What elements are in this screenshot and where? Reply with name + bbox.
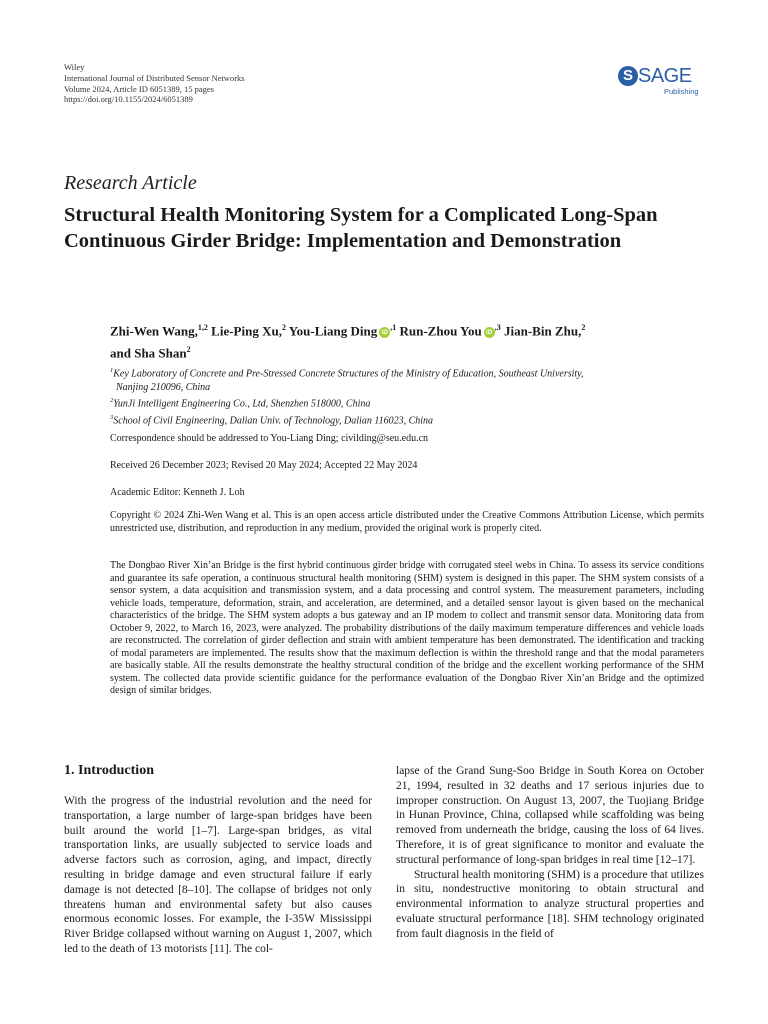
right-column [396,764,704,942]
section-heading: 1. Introduction [64,763,154,778]
affiliation-text: YunJi Intelligent Engineering Co., Ltd, Shenzhen 518000, China [113,398,371,410]
orcid-icon[interactable]: iD [484,327,495,338]
publication-dates: Received 26 December 2023; Revised 20 May 2024; Accepted 22 May 2024 [110,460,418,471]
author-affil-sup: ,3 [494,323,501,332]
body-paragraph: lapse of the Grand Sung-Soo Bridge in South Korea on October 21, 1994, resulted in 32 deaths and 17 serious injuries due to improper construction. On August 13, 2007, the Tuojiang Bridge in Hunan Province, China, collapsed while scaffolding was being removed from underneath the bridge, causing the loss of 64 lives. Therefore, it is of great significance to monitor and evaluate the structural performance of long-span bridges in real time [12–17]. [396,765,704,866]
orcid-icon[interactable]: iD [379,327,390,338]
sage-logo-icon: S [618,66,638,86]
logo-brand: SAGE [638,65,692,87]
author-affil-sup: 1,2 [197,323,208,332]
affil-number: 2 [110,396,114,404]
copyright-notice: Copyright © 2024 Zhi-Wen Wang et al. This is an open access article distributed under the Creative Commons Attribution License, which permits unrestricted use, distribution, and reproduction in any medium, provided the original work is properly cited. [110,510,704,535]
affiliation-text: Nanjing 210096, China [116,381,211,393]
left-column [64,762,372,957]
author-name: Zhi-Wen Wang, [110,323,198,339]
author-name: and Sha Shan [110,345,187,361]
affiliation-text: School of Civil Engineering, Dalian Univ. of Technology, Dalian 116023, China [113,414,434,426]
correspondence: Correspondence should be addressed to You-Liang Ding; civilding@seu.edu.cn [110,433,429,444]
body-paragraph: With the progress of the industrial revolution and the need for transportation, a large number of large-span bridges have been built around the world [1–7]. Large-span bridges, as vital transportation links, are usually subjected to service loads and adverse factors such as corrosion, aging, and impact, directly resulting in bridge damage and even structural failure if early damage is not detected [8–10]. The collapse of bridges not only threatens human and environmental safety but also causes enormous economic losses. For example, the I-35W Mississippi River Bridge collapsed without warning on August 1, 2007, which led to the death of 13 motorists [11]. The col- [64,795,372,955]
abstract: The Dongbao River Xin’an Bridge is the first hybrid continuous girder bridge with corrugated steel webs in China. To assess its service conditions and guarantee its safe operation, a continuous structural health monitoring (SHM) system is designed in this paper. The SHM system consists of a sensor system, a data acquisition and transmission system, and a data processing and control system. The measurement parameters, including vehicle loads, temperature, deformation, strain, and acceleration, are determined, and a detailed sensor layout is given based on the mechanical characteristics of the bridge. The SHM system adopts a bus gateway and an IP modem to collect and transmit sensor data. Monitoring data from October 9, 2022, to March 16, 2023, were analyzed. The probability distributions of the daily maximum temperature differences and vehicle loads are reconstructed. The correlation of girder deflection and strain with ambient temperature has been demonstrated. The identification and tracking of modal parameters are implemented. The results show that the maximum deflection is within the threshold range and that the modal parameters are basically stable. All the results demonstrate the healthy structural condition of the bridge and the excellent working performance of the SHM system. The collected data provide scientific guidance for the performance evaluation of the Dongbao River Xin’an Bridge and the optimized design of similar bridges. [110,560,704,697]
affiliation-text: Key Laboratory of Concrete and Pre-Stressed Concrete Structures of the Ministry of Education, Southeast University, [113,368,584,380]
author-affil-sup: 2 [186,345,191,355]
paper-title: Structural Health Monitoring System for a Complicated Long-Span Continuous Girder Bridge: Implementation and Demonstration [64,204,658,252]
author-name: Jian-Bin Zhu, [500,323,582,339]
author-name: You-Liang Ding [285,323,378,339]
author-list [110,318,720,363]
affil-number: 3 [110,413,114,421]
volume-info: Volume 2024, Article ID 6051389, 15 pages [64,83,214,94]
article-metadata [64,62,245,105]
author-affil-sup: 2 [281,323,286,332]
affil-number: 1 [110,367,114,374]
journal-name: International Journal of Distributed Sensor Networks [64,72,245,83]
body-paragraph: Structural health monitoring (SHM) is a procedure that utilizes in situ, nondestructive monitoring to obtain structural and environmental information to analyze structural properties and evaluate structural performance [18]. SHM technology originated from fault diagnosis in the field of [396,868,704,940]
author-affil-sup: 2 [581,323,586,332]
article-type: Research Article [64,172,197,194]
sage-publishing-logo [618,66,708,98]
logo-sub: Publishing [664,87,699,96]
author-name: Run-Zhou You [396,323,482,339]
author-name: Lie-Ping Xu, [207,323,282,339]
affiliations [110,364,710,427]
doi-link[interactable]: https://doi.org/10.1155/2024/6051389 [64,94,193,105]
academic-editor: Academic Editor: Kenneth J. Loh [110,487,245,498]
author-affil-sup: ,1 [390,323,397,332]
publisher-name: Wiley [64,62,85,72]
